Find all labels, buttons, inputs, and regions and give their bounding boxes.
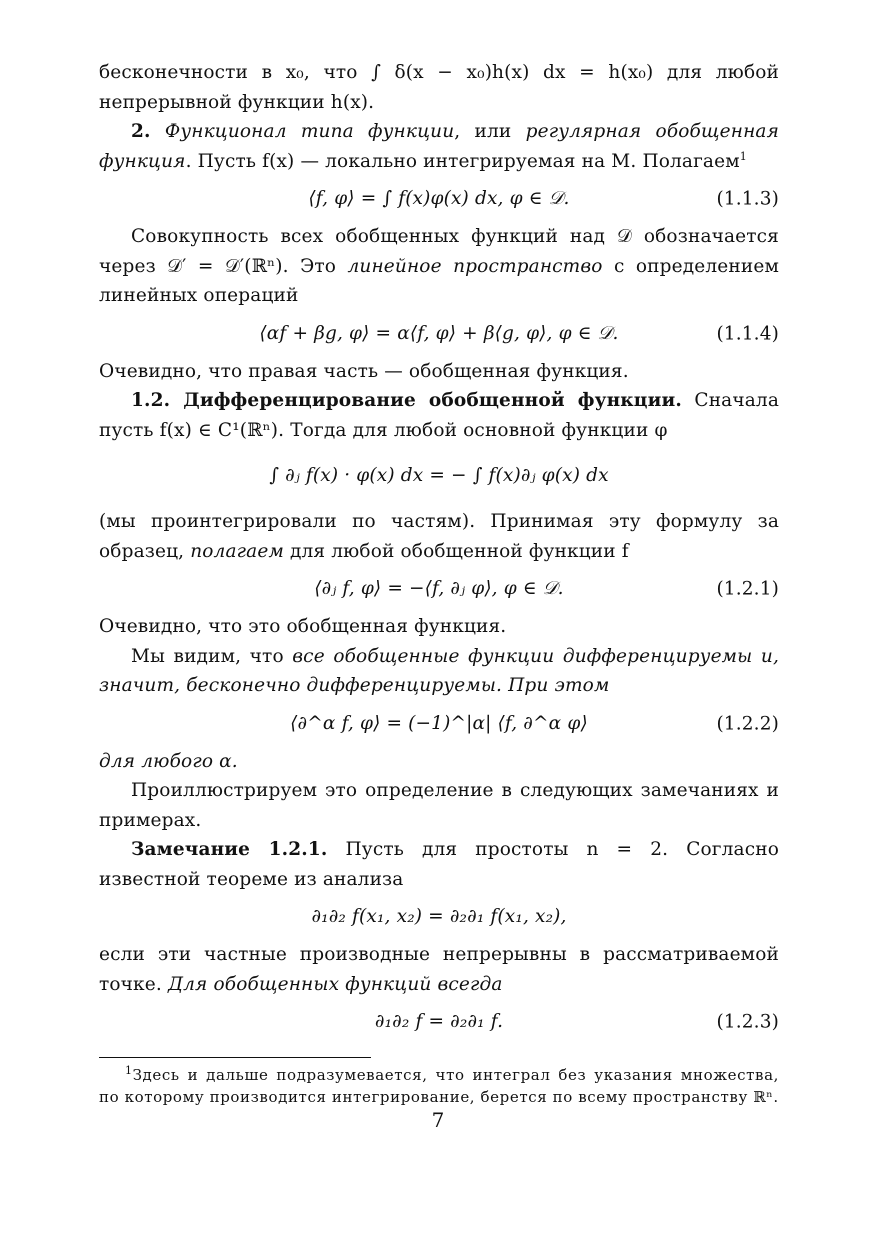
remark-title: Замечание 1.2.1. [131, 839, 328, 860]
equation-1-2-3: ∂₁∂₂ f = ∂₂∂₁ f. (1.2.3) [99, 999, 779, 1045]
paragraph-obvious: Очевидно, что правая часть — обобщенная функция. [99, 360, 629, 382]
term-regular: регулярная обобщенная функция [99, 121, 780, 172]
paragraph-continuous: если эти частные производные непрерывны в рассматриваемой точке. Для обобщенных функций всегда [99, 944, 779, 995]
equation-number: (1.1.4) [716, 322, 779, 344]
page-number: 7 [431, 1108, 445, 1132]
paragraph-illustrate: Проиллюстрируем это определение в следующих замечаниях и примерах. [99, 780, 779, 831]
footnote: $^1$Здесь и дальше подразумевается, что интеграл без указания множества, по которому производится интегрирование, берется по всему пространству ℝⁿ. [99, 1064, 779, 1106]
paragraph-any-alpha: для любого α. [99, 750, 238, 772]
remark-1-2-1: Замечание 1.2.1. Пусть для простоты n = 2. Согласно известной теореме из анализа [99, 839, 779, 890]
equation-1-1-3: ⟨f, φ⟩ = ∫ f(x)φ(x) dx, φ ∈ 𝒟. (1.1.3) [99, 176, 779, 222]
equation-mixed-partials: ∂₁∂₂ f(x₁, x₂) = ∂₂∂₁ f(x₁, x₂), [311, 906, 567, 928]
paragraph-space-definition: Совокупность всех обобщенных функций над 𝒟 обозначается через 𝒟′ = 𝒟′(ℝⁿ). Это линейное пространство с определением линейных операций [99, 226, 779, 306]
paragraph-integration: (мы проинтегрировали по частям). Принимая эту формулу за образец, полагаем для любой обобщенной функции f [99, 511, 779, 562]
paragraph-continuation: бесконечности в x₀, что ∫ δ(x − x₀)h(x) dx = h(x₀) для любой непрерывной функции h(x). [99, 62, 779, 113]
term-linear-space: линейное пространство [347, 255, 603, 277]
equation-number: (1.2.2) [716, 712, 779, 734]
term-define: полагаем [190, 540, 284, 562]
equation-1-1-4: ⟨αf + βg, φ⟩ = α⟨f, φ⟩ + β⟨g, φ⟩, φ ∈ 𝒟. (1.1.4) [99, 311, 779, 357]
footnote-ref: 1 [739, 149, 747, 163]
item-label: 2. [131, 121, 151, 142]
paragraph-regular-functional: 2. Функционал типа функции, или регулярная обобщенная функция. Пусть f(x) — локально интегрируемая на M. Полагаем$^1$ [99, 121, 780, 172]
paragraph-differentiable: Мы видим, что все обобщенные функции дифференцируемы и, значит, бесконечно дифференцируемы. При этом [99, 645, 779, 696]
paragraph-obvious-2: Очевидно, что это обобщенная функция. [99, 616, 507, 637]
equation-number: (1.1.3) [716, 188, 779, 210]
equation-number: (1.2.3) [716, 1011, 779, 1033]
section-title: 1.2. Дифференцирование обобщенной функции. [131, 390, 682, 411]
footnote-mark: 1 [125, 1064, 133, 1077]
equation-1-2-1: ⟨∂ⱼ f, φ⟩ = −⟨f, ∂ⱼ φ⟩, φ ∈ 𝒟. (1.2.1) [99, 566, 779, 612]
equation-1-2-2: ⟨∂^α f, φ⟩ = (−1)^|α| ⟨f, ∂^α φ⟩ (1.2.2) [99, 701, 779, 747]
equation-number: (1.2.1) [716, 578, 779, 600]
footnote-divider [99, 1057, 371, 1058]
section-1-2: 1.2. Дифференцирование обобщенной функции. Сначала пусть f(x) ∈ C¹(ℝⁿ). Тогда для любой основной функции φ [99, 390, 779, 441]
equation-integration-by-parts: ∫ ∂ⱼ f(x) · φ(x) dx = − ∫ f(x)∂ⱼ φ(x) dx [269, 465, 609, 487]
term-functional: Функционал типа функции [164, 121, 455, 142]
page-body [99, 58, 779, 1108]
